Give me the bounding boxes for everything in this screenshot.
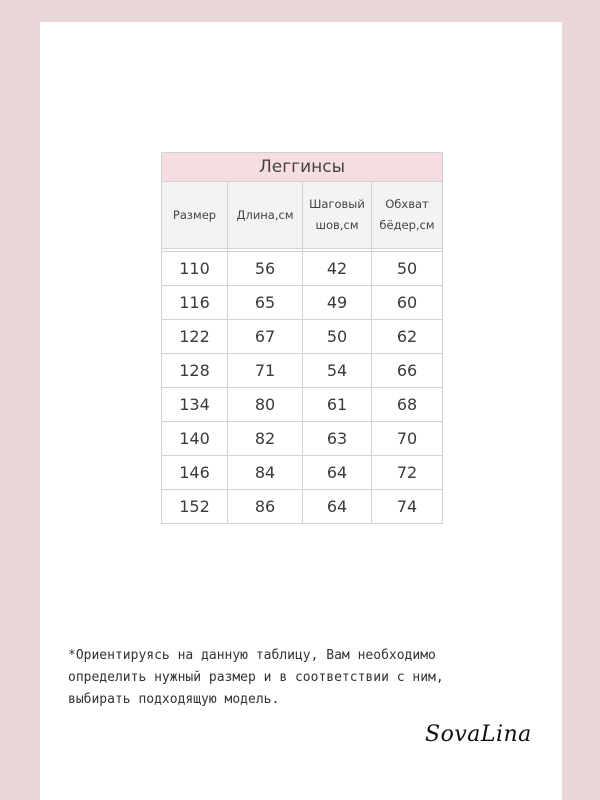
cell-hips: 74 [372, 490, 443, 524]
header-length [228, 182, 303, 249]
cell-inseam: 49 [303, 286, 372, 320]
cell-length: 71 [228, 354, 303, 388]
cell-inseam: 50 [303, 320, 372, 354]
table-row [162, 490, 443, 524]
cell-size: 110 [162, 252, 228, 286]
cell-length: 84 [228, 456, 303, 490]
cell-hips: 62 [372, 320, 443, 354]
header-inseam-line2: шов,см [315, 218, 359, 232]
header-hips-line2: бёдер,см [379, 218, 435, 232]
cell-inseam: 64 [303, 456, 372, 490]
header-hips [372, 182, 443, 249]
note-line-1: *Ориентируясь на данную таблицу, Вам необходимо [68, 648, 436, 663]
brand-logo: SovaLina [425, 722, 532, 747]
cell-size: 116 [162, 286, 228, 320]
cell-length: 80 [228, 388, 303, 422]
cell-length: 67 [228, 320, 303, 354]
header-size-line1: Размер [172, 207, 217, 222]
cell-hips: 66 [372, 354, 443, 388]
size-chart-sheet [40, 22, 562, 800]
cell-size: 128 [162, 354, 228, 388]
note-line-2: определить нужный размер и в соответствии с ним, [68, 670, 444, 685]
table-row [162, 388, 443, 422]
cell-size: 152 [162, 490, 228, 524]
cell-hips: 60 [372, 286, 443, 320]
size-table [161, 152, 443, 524]
cell-length: 56 [228, 252, 303, 286]
table-row [162, 456, 443, 490]
header-hips-line1: Обхват [385, 197, 429, 211]
header-inseam [303, 182, 372, 249]
header-size [162, 182, 228, 249]
cell-inseam: 64 [303, 490, 372, 524]
cell-inseam: 63 [303, 422, 372, 456]
table-row [162, 422, 443, 456]
cell-inseam: 61 [303, 388, 372, 422]
header-length-line1: Длина,см [236, 207, 294, 222]
cell-inseam: 42 [303, 252, 372, 286]
cell-inseam: 54 [303, 354, 372, 388]
cell-length: 82 [228, 422, 303, 456]
table-row [162, 354, 443, 388]
table-row [162, 252, 443, 286]
cell-size: 140 [162, 422, 228, 456]
cell-length: 86 [228, 490, 303, 524]
note-line-3: выбирать подходящую модель. [68, 692, 280, 707]
cell-size: 134 [162, 388, 228, 422]
cell-hips: 50 [372, 252, 443, 286]
table-header-row [162, 182, 443, 249]
cell-size: 122 [162, 320, 228, 354]
table-body [162, 249, 443, 524]
size-note [68, 645, 548, 711]
table-row [162, 320, 443, 354]
cell-length: 65 [228, 286, 303, 320]
cell-hips: 72 [372, 456, 443, 490]
cell-hips: 70 [372, 422, 443, 456]
table-title: Леггинсы [162, 153, 443, 182]
header-inseam-line1: Шаговый [309, 197, 365, 211]
table-row [162, 286, 443, 320]
cell-hips: 68 [372, 388, 443, 422]
cell-size: 146 [162, 456, 228, 490]
